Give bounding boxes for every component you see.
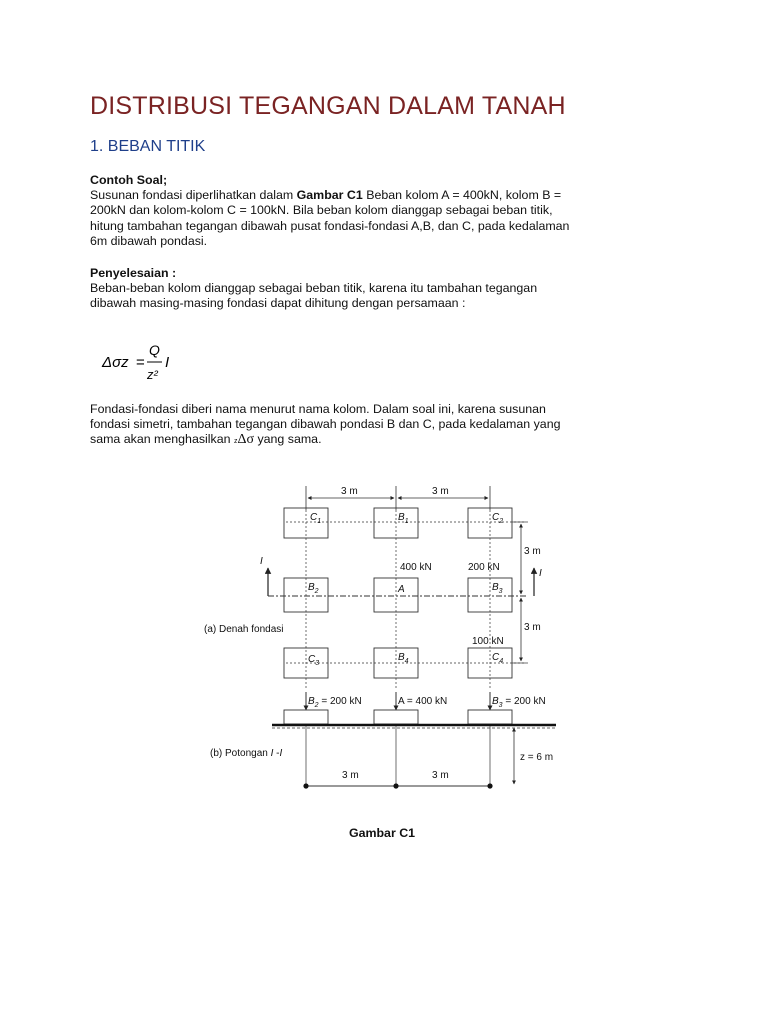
formula-numerator: Q: [149, 342, 160, 358]
label-b4: $B_4$: [398, 652, 409, 665]
example-line-4: 6m dibawah pondasi.: [90, 233, 208, 248]
note-subscript-z: z: [233, 438, 238, 446]
plan-label: (a) Denah fondasi: [204, 624, 284, 635]
dim-label-right-upper: 3 m: [524, 546, 541, 557]
point-a: [393, 783, 398, 788]
section-heading: 1. BEBAN TITIK: [90, 138, 206, 155]
note-line-3b: yang sama.: [254, 432, 322, 447]
note-line-3a: sama akan menghasilkan: [90, 432, 234, 447]
section-footing-b2: [284, 710, 328, 724]
note-delta-sigma: Δσ: [237, 432, 255, 448]
solution-line-2: dibawah masing-masing fondasi dapat dihitung dengan persamaan :: [90, 296, 466, 311]
label-b2: $B_2$: [308, 582, 319, 595]
figure-caption: [0, 826, 768, 840]
figure-reference: Gambar C1: [296, 188, 363, 203]
formula-equals: =: [136, 354, 145, 371]
section-label: (b) Potongan I -I: [210, 748, 283, 759]
formula-factor: I: [165, 354, 170, 371]
load-label-a: 400 kN: [400, 562, 432, 573]
load-label-c: 100 kN: [472, 636, 504, 647]
label-a: A: [398, 584, 405, 595]
solution-line-1: Beban-beban kolom dianggap sebagai beban titik, karena itu tambahan tegangan: [90, 281, 538, 296]
section-footing-b3: [468, 710, 512, 724]
example-line-3: hitung tambahan tegangan dibawah pusat fondasi-fondasi A,B, dan C, pada kedalaman: [90, 218, 570, 233]
section-load-b2: $B_2 = 200$ kN: [308, 696, 362, 709]
label-c2: $C_2$: [492, 512, 504, 525]
foundation-figure: [196, 480, 556, 798]
note-line-2: fondasi simetri, tambahan tegangan dibawah pondasi B dan C, pada kedalaman yang: [90, 417, 561, 432]
solution-block: [90, 266, 620, 312]
section-mark-left: I: [260, 556, 263, 567]
label-c4: $C_4$: [492, 652, 504, 665]
page-title: DISTRIBUSI TEGANGAN DALAM TANAH: [90, 92, 566, 120]
example-label: Contoh Soal;: [90, 173, 168, 187]
dim-label-top-right: 3 m: [432, 486, 449, 497]
example-block: [90, 173, 620, 249]
point-b2: [303, 783, 308, 788]
section-load-a: A = 400 kN: [398, 696, 448, 707]
section-mark-right: I: [539, 568, 542, 579]
note-line-1: Fondasi-fondasi diberi nama menurut nama kolom. Dalam soal ini, karena susunan: [90, 402, 546, 416]
note-block: [90, 402, 620, 450]
dim-label-bottom-left: 3 m: [342, 770, 359, 781]
example-line-1b: Beban kolom A = 400kN, kolom B =: [362, 188, 562, 203]
load-label-b: 200 kN: [468, 562, 500, 573]
figure-caption-text: Gambar C1: [348, 826, 416, 840]
stress-formula: [100, 340, 220, 386]
dim-label-right-lower: 3 m: [524, 622, 541, 633]
section-footing-a: [374, 710, 418, 724]
example-line-2: 200kN dan kolom-kolom C = 100kN. Bila beban kolom dianggap sebagai beban titik,: [90, 203, 553, 218]
label-c1: $C_1$: [310, 512, 322, 525]
note-text: [90, 402, 620, 450]
label-b3: $B_3$: [492, 582, 503, 595]
formula-denominator: z²: [147, 367, 158, 382]
dim-label-top-left: 3 m: [341, 486, 358, 497]
point-b3: [487, 783, 492, 788]
label-b1: $B_1$: [398, 512, 409, 525]
formula-lhs: Δσz: [102, 354, 129, 371]
dim-label-bottom-right: 3 m: [432, 770, 449, 781]
solution-label: Penyelesaian :: [90, 266, 177, 280]
example-line-1a: Susunan fondasi diperlihatkan dalam: [90, 188, 297, 203]
solution-text: [90, 281, 620, 311]
example-text: [90, 188, 620, 249]
label-c3: $C_3$: [308, 654, 320, 667]
depth-label: z = 6 m: [520, 752, 554, 763]
section-load-b3: $B_3 = 200$ kN: [492, 696, 546, 709]
